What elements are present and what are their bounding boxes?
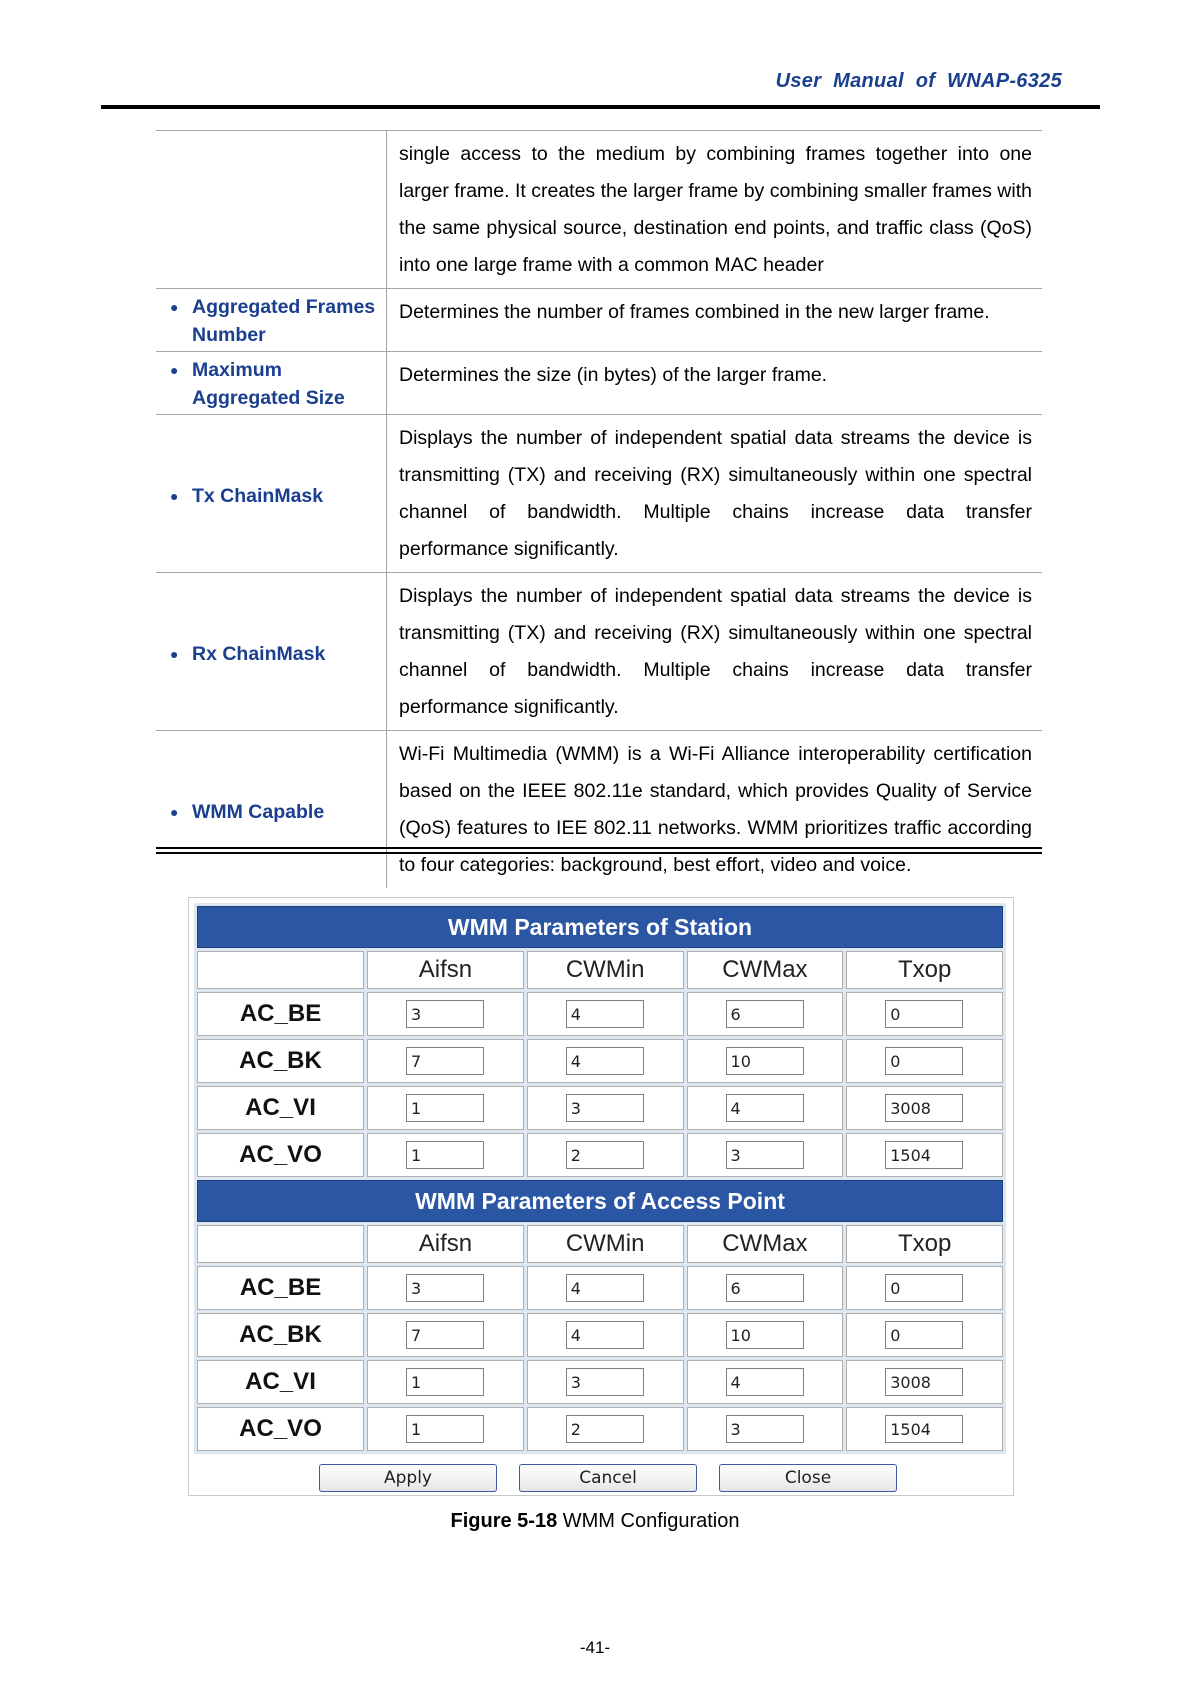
- bullet-icon: ●: [170, 299, 179, 315]
- cancel-button[interactable]: Cancel: [519, 1464, 697, 1492]
- ap-ac-vi-cwmax-input[interactable]: 4: [726, 1368, 804, 1396]
- manual-header-title: User Manual of WNAP-6325: [775, 70, 1062, 92]
- table-bottom-rule: [156, 847, 1042, 849]
- bullet-icon: ●: [170, 487, 179, 504]
- station-ac-vo-txop-input[interactable]: 1504: [885, 1141, 963, 1169]
- row-label-ac-bk: AC_BK: [197, 1313, 364, 1357]
- ap-ac-be-cwmax-input[interactable]: 6: [726, 1274, 804, 1302]
- row-label-ac-vo: AC_VO: [197, 1407, 364, 1451]
- ap-ac-vi-txop-input[interactable]: 3008: [885, 1368, 963, 1396]
- figure-caption: [0, 1510, 1190, 1533]
- description-cell: Displays the number of independent spatial data streams the device is transmitting (TX) and receiving (RX) simultaneously within one spectral channel of bandwidth. Multiple chains increase data transfer performance significantly.: [387, 415, 1043, 573]
- access-point-section-title: WMM Parameters of Access Point: [197, 1180, 1003, 1222]
- row-label-ac-vi: AC_VI: [197, 1360, 364, 1404]
- header-rule: [101, 105, 1100, 109]
- term-rx-chainmask: Rx ChainMask: [192, 642, 326, 665]
- term-cell: [156, 131, 387, 289]
- station-ac-vi-aifsn-input[interactable]: 1: [406, 1094, 484, 1122]
- station-ac-vo-cwmax-input[interactable]: 3: [726, 1141, 804, 1169]
- column-header-cwmin: CWMin: [527, 1225, 684, 1263]
- bullet-icon: ●: [170, 803, 179, 820]
- ap-ac-vi-cwmin-input[interactable]: 3: [566, 1368, 644, 1396]
- row-label-ac-be: AC_BE: [197, 1266, 364, 1310]
- table-row: [156, 731, 1042, 889]
- station-ac-bk-txop-input[interactable]: 0: [885, 1047, 963, 1075]
- figure-caption-text: WMM Configuration: [557, 1510, 740, 1532]
- row-label-ac-vo: AC_VO: [197, 1133, 364, 1177]
- station-ac-vi-txop-input[interactable]: 3008: [885, 1094, 963, 1122]
- table-row: [156, 131, 1042, 289]
- ap-ac-bk-cwmax-input[interactable]: 10: [726, 1321, 804, 1349]
- station-ac-bk-cwmin-input[interactable]: 4: [566, 1047, 644, 1075]
- row-label-ac-vi: AC_VI: [197, 1086, 364, 1130]
- term-aggregated-frames-number: Aggregated Frames Number: [192, 296, 376, 346]
- ap-ac-vo-cwmax-input[interactable]: 3: [726, 1415, 804, 1443]
- description-cell: Wi-Fi Multimedia (WMM) is a Wi-Fi Alliance interoperability certification based on the IEEE 802.11e standard, which provides Quality of Service (QoS) features to IEE 802.11 networks. WMM prioritizes traffic according to four categories: background, best effort, video and voice.: [387, 731, 1043, 889]
- column-header-aifsn: Aifsn: [367, 951, 524, 989]
- ap-ac-be-txop-input[interactable]: 0: [885, 1274, 963, 1302]
- ap-ac-vo-txop-input[interactable]: 1504: [885, 1415, 963, 1443]
- page-number: -41-: [579, 1638, 611, 1657]
- column-header-txop: Txop: [846, 951, 1003, 989]
- close-button[interactable]: Close: [719, 1464, 897, 1492]
- form-button-bar: [319, 1464, 897, 1492]
- column-header-aifsn: Aifsn: [367, 1225, 524, 1263]
- column-header-txop: Txop: [846, 1225, 1003, 1263]
- ap-ac-vi-aifsn-input[interactable]: 1: [406, 1368, 484, 1396]
- wmm-configuration-panel: [188, 897, 1014, 1496]
- wmm-parameters-table: [194, 903, 1006, 1454]
- term-cell: [156, 352, 387, 415]
- term-cell: [156, 415, 387, 573]
- row-label-ac-bk: AC_BK: [197, 1039, 364, 1083]
- description-table: [156, 130, 1042, 888]
- column-header-cwmax: CWMax: [687, 951, 844, 989]
- table-bottom-rule: [156, 852, 1042, 854]
- ap-ac-be-cwmin-input[interactable]: 4: [566, 1274, 644, 1302]
- figure-label: Figure 5-18: [450, 1510, 558, 1532]
- row-label-ac-be: AC_BE: [197, 992, 364, 1036]
- table-row: [156, 289, 1042, 352]
- apply-button[interactable]: Apply: [319, 1464, 497, 1492]
- description-cell: Displays the number of independent spatial data streams the device is transmitting (TX) and receiving (RX) simultaneously within one spectral channel of bandwidth. Multiple chains increase data transfer performance significantly.: [387, 573, 1043, 731]
- term-cell: [156, 289, 387, 352]
- station-ac-be-cwmax-input[interactable]: 6: [726, 1000, 804, 1028]
- term-cell: [156, 731, 387, 889]
- station-ac-be-aifsn-input[interactable]: 3: [406, 1000, 484, 1028]
- column-header-cwmin: CWMin: [527, 951, 684, 989]
- bullet-icon: ●: [170, 362, 179, 378]
- term-maximum-aggregated-size: Maximum Aggregated Size: [192, 359, 345, 409]
- ap-ac-bk-aifsn-input[interactable]: 7: [406, 1321, 484, 1349]
- term-wmm-capable: WMM Capable: [192, 800, 325, 823]
- station-ac-vo-aifsn-input[interactable]: 1: [406, 1141, 484, 1169]
- column-header-cwmax: CWMax: [687, 1225, 844, 1263]
- station-ac-vi-cwmax-input[interactable]: 4: [726, 1094, 804, 1122]
- ap-ac-bk-cwmin-input[interactable]: 4: [566, 1321, 644, 1349]
- term-cell: [156, 573, 387, 731]
- ap-ac-be-aifsn-input[interactable]: 3: [406, 1274, 484, 1302]
- table-row: [156, 415, 1042, 573]
- description-cell: Determines the size (in bytes) of the larger frame.: [387, 352, 1043, 415]
- station-ac-bk-aifsn-input[interactable]: 7: [406, 1047, 484, 1075]
- bullet-icon: ●: [170, 645, 179, 662]
- column-header-blank: [197, 951, 364, 989]
- ap-ac-bk-txop-input[interactable]: 0: [885, 1321, 963, 1349]
- station-ac-vo-cwmin-input[interactable]: 2: [566, 1141, 644, 1169]
- column-header-blank: [197, 1225, 364, 1263]
- ap-ac-vo-aifsn-input[interactable]: 1: [406, 1415, 484, 1443]
- station-ac-be-cwmin-input[interactable]: 4: [566, 1000, 644, 1028]
- table-row: [156, 352, 1042, 415]
- table-row: [156, 573, 1042, 731]
- station-ac-vi-cwmin-input[interactable]: 3: [566, 1094, 644, 1122]
- description-cell: Determines the number of frames combined in the new larger frame.: [387, 289, 1043, 352]
- term-tx-chainmask: Tx ChainMask: [192, 484, 324, 507]
- description-cell: single access to the medium by combining frames together into one larger frame. It creates the larger frame by combining smaller frames with the same physical source, destination end points, and traffic class (QoS) into one large frame with a common MAC header: [387, 131, 1043, 289]
- ap-ac-vo-cwmin-input[interactable]: 2: [566, 1415, 644, 1443]
- station-ac-bk-cwmax-input[interactable]: 10: [726, 1047, 804, 1075]
- station-section-title: WMM Parameters of Station: [197, 906, 1003, 948]
- station-ac-be-txop-input[interactable]: 0: [885, 1000, 963, 1028]
